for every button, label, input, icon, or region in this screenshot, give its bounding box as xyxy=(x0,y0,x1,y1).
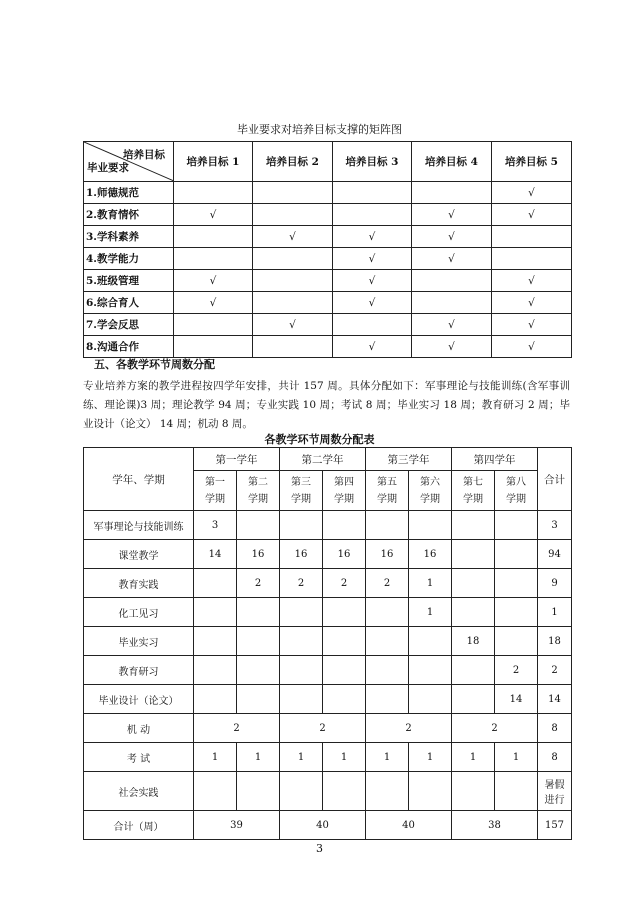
year-sum-cell: 40 xyxy=(280,811,366,840)
check-mark: √ xyxy=(412,336,492,358)
week-cell xyxy=(409,627,452,656)
row-total: 2 xyxy=(538,656,572,685)
row-total-bottom: 进行 xyxy=(544,795,565,806)
grand-total: 157 xyxy=(538,811,572,840)
week-cell xyxy=(366,511,409,540)
row-total: 94 xyxy=(538,540,572,569)
semester-header xyxy=(366,471,409,511)
check-mark: √ xyxy=(492,292,572,314)
week-cell xyxy=(323,656,366,685)
activity-label: 课堂教学 xyxy=(84,540,194,569)
empty-cell xyxy=(452,772,495,811)
week-cell xyxy=(194,685,237,714)
weeks-row-shehui xyxy=(84,772,572,811)
semester-header-top: 第五 xyxy=(377,476,397,488)
row-total: 9 xyxy=(538,569,572,598)
row-total-top: 暑假 xyxy=(544,780,565,791)
empty-cell xyxy=(174,314,253,336)
check-mark: √ xyxy=(492,314,572,336)
matrix-row xyxy=(84,314,572,336)
section-heading: 五、各教学环节周数分配 xyxy=(94,358,215,371)
week-cell xyxy=(280,627,323,656)
week-cell xyxy=(366,685,409,714)
requirement-label: 1.师德规范 xyxy=(84,182,174,204)
empty-cell xyxy=(174,226,253,248)
empty-cell xyxy=(174,182,253,204)
year-sum-cell: 39 xyxy=(194,811,280,840)
empty-cell xyxy=(194,772,237,811)
year-week-cell: 2 xyxy=(194,714,280,743)
semester-header-top: 第三 xyxy=(291,476,311,488)
check-mark: √ xyxy=(492,182,572,204)
matrix-row xyxy=(84,204,572,226)
week-cell xyxy=(237,685,280,714)
activity-label: 毕业设计（论文） xyxy=(84,685,194,714)
week-cell: 1 xyxy=(495,743,538,772)
week-cell: 1 xyxy=(452,743,495,772)
week-cell xyxy=(280,685,323,714)
weeks-corner-cell: 学年、学期 xyxy=(84,448,194,511)
year-header: 第一学年 xyxy=(194,448,280,471)
check-mark: √ xyxy=(333,292,412,314)
empty-cell xyxy=(412,292,492,314)
activity-label: 教育研习 xyxy=(84,656,194,685)
week-cell xyxy=(366,598,409,627)
week-cell xyxy=(237,627,280,656)
week-cell xyxy=(280,511,323,540)
weeks-row xyxy=(84,540,572,569)
row-total: 8 xyxy=(538,743,572,772)
week-cell xyxy=(452,598,495,627)
semester-header xyxy=(237,471,280,511)
check-mark: √ xyxy=(333,270,412,292)
row-total xyxy=(538,772,572,811)
semester-header xyxy=(323,471,366,511)
requirement-label: 3.学科素养 xyxy=(84,226,174,248)
teaching-weeks-table xyxy=(83,447,572,840)
activity-label: 社会实践 xyxy=(84,772,194,811)
week-cell xyxy=(495,569,538,598)
matrix-row xyxy=(84,182,572,204)
section-paragraph: 专业培养方案的教学进程按四学年安排，共计 157 周。具体分配如下：军事理论与技能训练(含军事训练、理论课)3 周；理论教学 94 周；专业实践 10 周；考试 8 周；毕业实习 18 周；教育研习 2 周；毕业设计（论文） 14 周；机动 8 周。 xyxy=(83,380,570,430)
week-cell xyxy=(452,540,495,569)
week-cell: 2 xyxy=(280,569,323,598)
matrix-row xyxy=(84,336,572,358)
semester-header-bottom: 学期 xyxy=(248,493,268,505)
semester-header xyxy=(194,471,237,511)
year-sum-cell: 38 xyxy=(452,811,538,840)
week-cell xyxy=(366,656,409,685)
check-mark: √ xyxy=(333,248,412,270)
week-cell xyxy=(323,627,366,656)
week-cell xyxy=(452,511,495,540)
matrix-title: 毕业要求对培养目标支撑的矩阵图 xyxy=(237,123,402,136)
weeks-row-jidong xyxy=(84,714,572,743)
week-cell xyxy=(280,656,323,685)
week-cell xyxy=(452,656,495,685)
weeks-row xyxy=(84,569,572,598)
empty-cell xyxy=(333,182,412,204)
matrix-row xyxy=(84,270,572,292)
week-cell: 16 xyxy=(323,540,366,569)
empty-cell xyxy=(409,772,452,811)
semester-header-bottom: 学期 xyxy=(377,493,397,505)
empty-cell xyxy=(253,182,333,204)
week-cell xyxy=(409,656,452,685)
week-cell xyxy=(323,511,366,540)
check-mark: √ xyxy=(253,314,333,336)
week-cell xyxy=(409,685,452,714)
year-week-cell: 2 xyxy=(280,714,366,743)
row-total: 1 xyxy=(538,598,572,627)
semester-header xyxy=(495,471,538,511)
semester-header xyxy=(452,471,495,511)
matrix-row xyxy=(84,226,572,248)
matrix-row xyxy=(84,248,572,270)
semester-header xyxy=(280,471,323,511)
semester-header-bottom: 学期 xyxy=(420,493,440,505)
week-cell xyxy=(495,598,538,627)
page-number: 3 xyxy=(316,842,323,855)
semester-header-top: 第二 xyxy=(248,476,268,488)
empty-cell xyxy=(253,248,333,270)
empty-cell xyxy=(412,270,492,292)
week-cell xyxy=(495,511,538,540)
goal-header: 培养目标 2 xyxy=(253,142,333,182)
week-cell: 1 xyxy=(409,569,452,598)
empty-cell xyxy=(366,772,409,811)
week-cell xyxy=(323,598,366,627)
semester-header-top: 第六 xyxy=(420,476,440,488)
activity-label: 教育实践 xyxy=(84,569,194,598)
week-cell xyxy=(495,540,538,569)
empty-cell xyxy=(495,772,538,811)
matrix-corner-top: 培养目标 xyxy=(123,149,165,161)
check-mark: √ xyxy=(412,248,492,270)
matrix-corner-cell xyxy=(84,142,174,182)
year-week-cell: 2 xyxy=(366,714,452,743)
weeks-row xyxy=(84,511,572,540)
week-cell: 18 xyxy=(452,627,495,656)
week-cell xyxy=(366,627,409,656)
week-cell xyxy=(237,656,280,685)
week-cell: 16 xyxy=(409,540,452,569)
requirement-label: 6.综合育人 xyxy=(84,292,174,314)
empty-cell xyxy=(253,204,333,226)
year-week-cell: 2 xyxy=(452,714,538,743)
week-cell xyxy=(194,569,237,598)
row-total: 18 xyxy=(538,627,572,656)
empty-cell xyxy=(333,204,412,226)
week-cell xyxy=(495,627,538,656)
check-mark: √ xyxy=(333,336,412,358)
semester-header-bottom: 学期 xyxy=(506,493,526,505)
year-sum-cell: 40 xyxy=(366,811,452,840)
activity-label: 合计（周） xyxy=(84,811,194,840)
semester-header-bottom: 学期 xyxy=(291,493,311,505)
week-cell xyxy=(237,598,280,627)
week-cell: 2 xyxy=(237,569,280,598)
semester-header-bottom: 学期 xyxy=(334,493,354,505)
week-cell xyxy=(323,685,366,714)
empty-cell xyxy=(174,248,253,270)
week-cell: 1 xyxy=(237,743,280,772)
check-mark: √ xyxy=(412,314,492,336)
weeks-row xyxy=(84,685,572,714)
year-header: 第四学年 xyxy=(452,448,538,471)
row-total: 14 xyxy=(538,685,572,714)
goal-header: 培养目标 4 xyxy=(412,142,492,182)
row-total: 3 xyxy=(538,511,572,540)
activity-label: 毕业实习 xyxy=(84,627,194,656)
semester-header-top: 第四 xyxy=(334,476,354,488)
weeks-row xyxy=(84,627,572,656)
week-cell: 14 xyxy=(495,685,538,714)
semester-header-top: 第七 xyxy=(463,476,483,488)
empty-cell xyxy=(333,314,412,336)
check-mark: √ xyxy=(412,204,492,226)
weeks-table-title: 各教学环节周数分配表 xyxy=(264,433,375,446)
semester-header-bottom: 学期 xyxy=(205,493,225,505)
activity-label: 化工见习 xyxy=(84,598,194,627)
week-cell xyxy=(452,685,495,714)
year-header: 第三学年 xyxy=(366,448,452,471)
weeks-row-kaoshi xyxy=(84,743,572,772)
weeks-row xyxy=(84,656,572,685)
empty-cell xyxy=(492,226,572,248)
week-cell xyxy=(194,656,237,685)
graduation-requirement-matrix xyxy=(83,141,572,358)
empty-cell xyxy=(280,772,323,811)
weeks-row-sum xyxy=(84,811,572,840)
check-mark: √ xyxy=(174,204,253,226)
week-cell: 1 xyxy=(194,743,237,772)
empty-cell xyxy=(174,336,253,358)
semester-header-bottom: 学期 xyxy=(463,493,483,505)
requirement-label: 5.班级管理 xyxy=(84,270,174,292)
semester-header xyxy=(409,471,452,511)
week-cell: 3 xyxy=(194,511,237,540)
check-mark: √ xyxy=(253,226,333,248)
check-mark: √ xyxy=(174,292,253,314)
weeks-row xyxy=(84,598,572,627)
activity-label: 机 动 xyxy=(84,714,194,743)
semester-header-top: 第八 xyxy=(506,476,526,488)
row-total: 8 xyxy=(538,714,572,743)
week-cell xyxy=(194,598,237,627)
activity-label: 考 试 xyxy=(84,743,194,772)
goal-header: 培养目标 1 xyxy=(174,142,253,182)
week-cell: 1 xyxy=(366,743,409,772)
goal-header: 培养目标 5 xyxy=(492,142,572,182)
week-cell: 16 xyxy=(366,540,409,569)
week-cell: 16 xyxy=(237,540,280,569)
empty-cell xyxy=(253,270,333,292)
requirement-label: 8.沟通合作 xyxy=(84,336,174,358)
empty-cell xyxy=(492,248,572,270)
week-cell: 1 xyxy=(323,743,366,772)
week-cell xyxy=(280,598,323,627)
weeks-year-header-row xyxy=(84,448,572,471)
week-cell: 2 xyxy=(495,656,538,685)
empty-cell xyxy=(253,292,333,314)
empty-cell xyxy=(253,336,333,358)
requirement-label: 2.教育情怀 xyxy=(84,204,174,226)
week-cell xyxy=(452,569,495,598)
week-cell: 14 xyxy=(194,540,237,569)
check-mark: √ xyxy=(492,336,572,358)
goal-header: 培养目标 3 xyxy=(333,142,412,182)
week-cell xyxy=(409,511,452,540)
matrix-header-row xyxy=(84,142,572,182)
matrix-row xyxy=(84,292,572,314)
week-cell: 2 xyxy=(366,569,409,598)
empty-cell xyxy=(323,772,366,811)
check-mark: √ xyxy=(333,226,412,248)
year-header: 第二学年 xyxy=(280,448,366,471)
week-cell: 16 xyxy=(280,540,323,569)
check-mark: √ xyxy=(492,204,572,226)
matrix-corner-bottom: 毕业要求 xyxy=(87,162,129,174)
empty-cell xyxy=(237,772,280,811)
check-mark: √ xyxy=(492,270,572,292)
week-cell: 2 xyxy=(323,569,366,598)
week-cell xyxy=(237,511,280,540)
empty-cell xyxy=(412,182,492,204)
week-cell xyxy=(194,627,237,656)
week-cell: 1 xyxy=(280,743,323,772)
total-header: 合计 xyxy=(538,448,572,511)
requirement-label: 7.学会反思 xyxy=(84,314,174,336)
semester-header-top: 第一 xyxy=(205,476,225,488)
requirement-label: 4.教学能力 xyxy=(84,248,174,270)
check-mark: √ xyxy=(174,270,253,292)
week-cell: 1 xyxy=(409,743,452,772)
check-mark: √ xyxy=(412,226,492,248)
activity-label: 军事理论与技能训练 xyxy=(84,511,194,540)
week-cell: 1 xyxy=(409,598,452,627)
